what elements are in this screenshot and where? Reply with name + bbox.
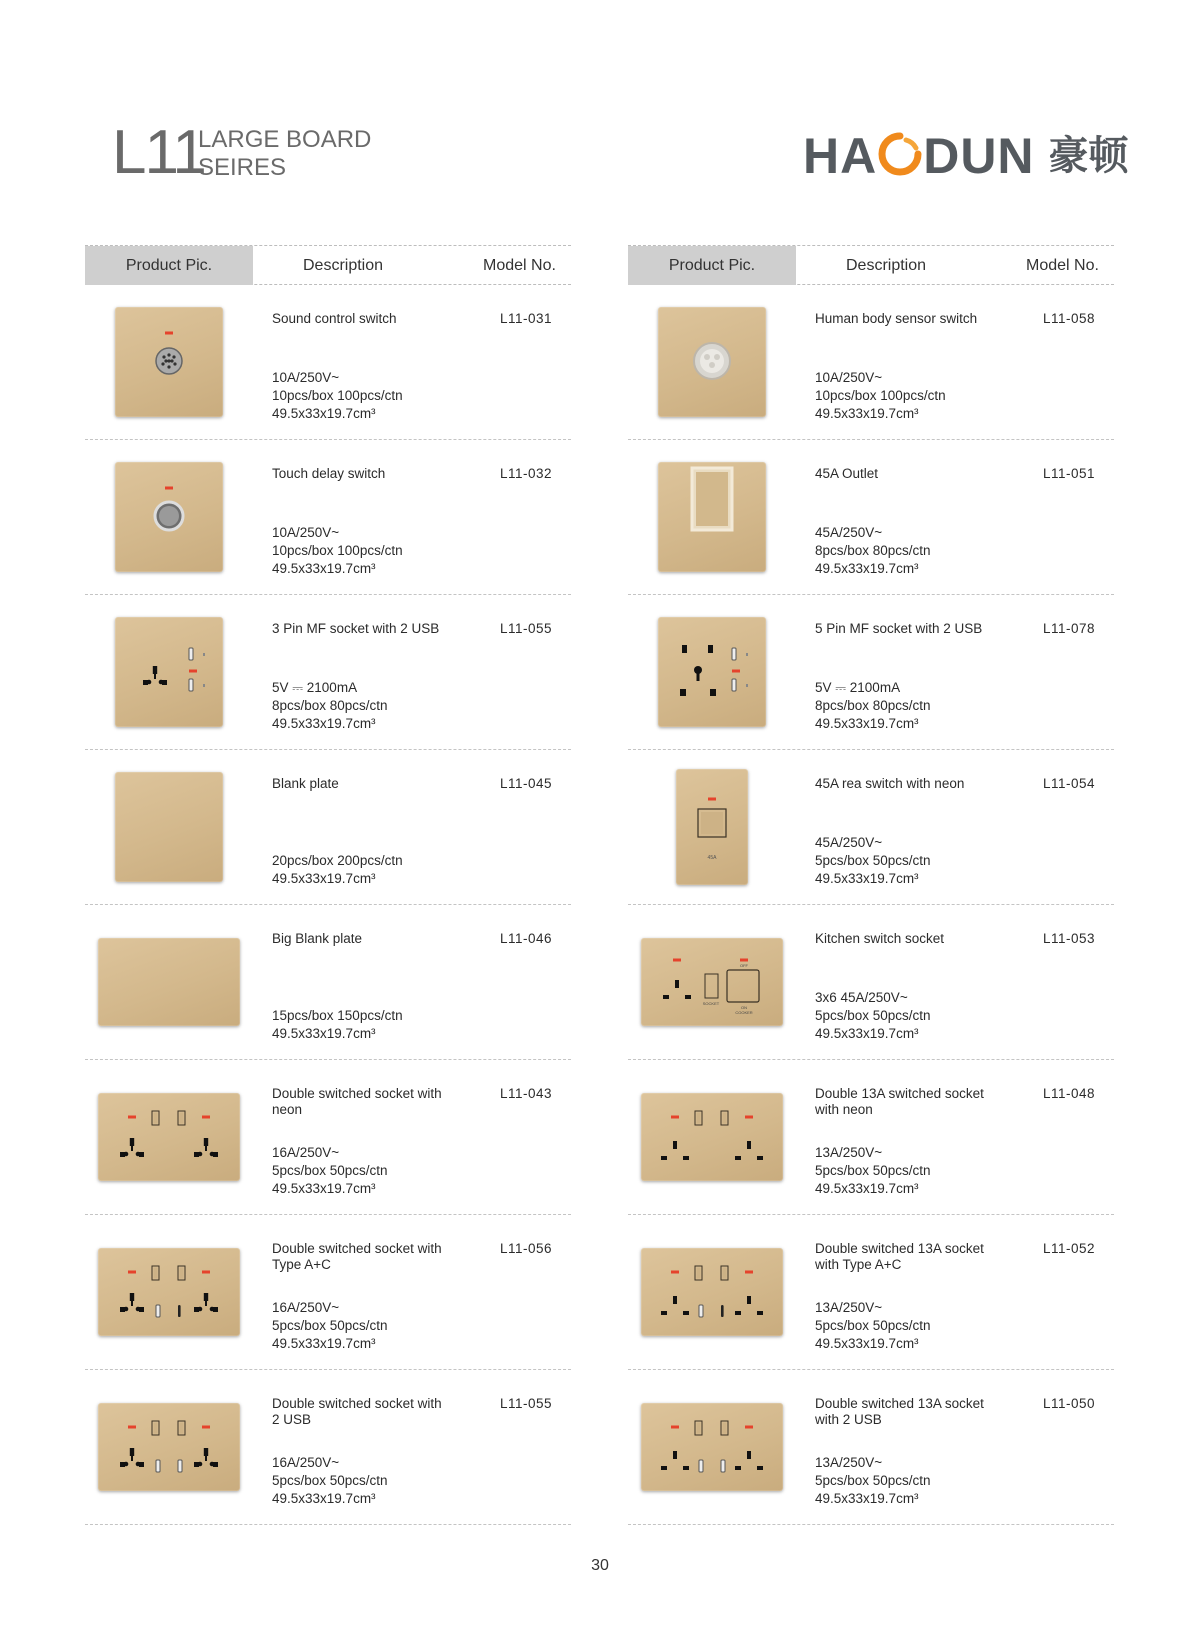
product-specs (815, 1454, 931, 1508)
product-image-sensor-switch (638, 299, 786, 425)
product-image-touch-switch (95, 454, 243, 580)
product-image-double-uk-typeac (638, 1229, 786, 1355)
plate-label-socket: SOCKET (702, 1001, 720, 1006)
product-model-no: L11-048 (1043, 1086, 1096, 1101)
product-row (85, 750, 571, 905)
brand-text-prefix: HA (803, 128, 878, 184)
product-image-sound-switch (95, 299, 243, 425)
header-product-pic: Product Pic. (85, 246, 253, 285)
product-row (85, 1060, 571, 1215)
product-spec-line: 16A/250V~ (272, 1300, 340, 1315)
product-name: 3 Pin MF socket with 2 USB (272, 621, 440, 636)
product-spec-line: 5pcs/box 50pcs/ctn (815, 1473, 931, 1488)
product-spec-line: 10A/250V~ (272, 370, 340, 385)
product-spec-line: 10pcs/box 100pcs/ctn (272, 543, 403, 558)
product-name: Double switched 13A socket with 2 USB (815, 1396, 984, 1427)
product-image-mf5-usb-socket (638, 609, 786, 735)
product-specs (815, 1144, 931, 1198)
product-spec-line: 5pcs/box 50pcs/ctn (815, 1008, 931, 1023)
product-row (628, 905, 1114, 1060)
product-model-no: L11-054 (1043, 776, 1096, 791)
product-spec-line: 10pcs/box 100pcs/ctn (272, 388, 403, 403)
product-row (85, 905, 571, 1060)
brand-chinese: 豪顿 (1048, 134, 1129, 178)
product-specs (272, 852, 403, 888)
plate-label-45a: 45A (707, 855, 717, 861)
product-spec-line: 16A/250V~ (272, 1145, 340, 1160)
product-name: Double switched socket with 2 USB (272, 1396, 442, 1427)
product-specs (272, 369, 403, 423)
product-specs (815, 1299, 931, 1353)
product-name: Big Blank plate (272, 931, 363, 946)
product-spec-line: 5pcs/box 50pcs/ctn (272, 1163, 388, 1178)
product-table-left (85, 245, 571, 1525)
product-spec-line: 3x6 45A/250V~ (815, 990, 908, 1005)
product-spec-line: 5V ⎓ 2100mA (815, 680, 901, 695)
product-model-no: L11-052 (1043, 1241, 1096, 1256)
product-model-no: L11-045 (500, 776, 553, 791)
product-spec-line: 49.5x33x19.7cm³ (815, 1336, 919, 1351)
product-model-no: L11-053 (1043, 931, 1096, 946)
product-name: Blank plate (272, 776, 339, 791)
product-image-double-mf-typeac (95, 1229, 243, 1355)
product-name: Double switched 13A socket with Type A+C (815, 1241, 984, 1272)
product-spec-line: 45A/250V~ (815, 835, 883, 850)
product-spec-line: 10pcs/box 100pcs/ctn (815, 388, 946, 403)
product-row (628, 595, 1114, 750)
product-model-no: L11-031 (500, 311, 553, 326)
product-model-no: L11-055 (500, 621, 553, 636)
product-spec-line: 15pcs/box 150pcs/ctn (272, 1008, 403, 1023)
product-specs (272, 1144, 388, 1198)
product-row (628, 440, 1114, 595)
product-name: 45A rea switch with neon (815, 776, 965, 791)
product-spec-line: 49.5x33x19.7cm³ (272, 1491, 376, 1506)
product-image-big-blank-plate (95, 919, 243, 1045)
plate-label-off: OFF (740, 963, 748, 968)
product-spec-line: 5pcs/box 50pcs/ctn (815, 1163, 931, 1178)
table-header (85, 245, 571, 285)
product-spec-line: 5pcs/box 50pcs/ctn (272, 1473, 388, 1488)
product-model-no: L11-032 (500, 466, 553, 481)
product-image-outlet-45a (638, 454, 786, 580)
product-spec-line: 49.5x33x19.7cm³ (272, 1026, 376, 1041)
product-spec-line: 49.5x33x19.7cm³ (272, 716, 376, 731)
product-spec-line: 49.5x33x19.7cm³ (272, 406, 376, 421)
product-row (628, 1370, 1114, 1525)
product-row (85, 1215, 571, 1370)
product-spec-line: 13A/250V~ (815, 1145, 883, 1160)
product-specs (272, 1454, 388, 1508)
product-spec-line: 13A/250V~ (815, 1300, 883, 1315)
product-name: Kitchen switch socket (815, 931, 945, 946)
product-name: Double 13A switched socket with neon (815, 1086, 984, 1117)
product-specs (815, 524, 931, 578)
product-table-right (628, 245, 1114, 1525)
product-specs (272, 524, 403, 578)
product-spec-line: 8pcs/box 80pcs/ctn (815, 698, 931, 713)
brand-o-swirl-icon (878, 132, 922, 176)
product-name: 45A Outlet (815, 466, 879, 481)
product-image-double-mf-socket (95, 1074, 243, 1200)
header-description: Description (303, 257, 384, 274)
series-code: L11 (112, 118, 205, 187)
product-spec-line: 8pcs/box 80pcs/ctn (815, 543, 931, 558)
product-model-no: L11-055 (500, 1396, 553, 1411)
product-specs (815, 369, 946, 423)
product-name: 5 Pin MF socket with 2 USB (815, 621, 983, 636)
product-model-no: L11-050 (1043, 1396, 1096, 1411)
page-number: 30 (591, 1557, 609, 1574)
product-model-no: L11-043 (500, 1086, 553, 1101)
plate-label-cooker: COOKER (735, 1010, 753, 1015)
product-spec-line: 5pcs/box 50pcs/ctn (272, 1318, 388, 1333)
product-specs (272, 1007, 403, 1043)
product-row (85, 440, 571, 595)
table-header (628, 245, 1114, 285)
product-specs (815, 834, 931, 888)
series-title-line2: SEIRES (198, 154, 287, 181)
product-spec-line: 13A/250V~ (815, 1455, 883, 1470)
product-spec-line: 10A/250V~ (815, 370, 883, 385)
product-model-no: L11-056 (500, 1241, 553, 1256)
brand-logo (803, 126, 1129, 186)
product-spec-line: 5pcs/box 50pcs/ctn (815, 853, 931, 868)
product-row (85, 595, 571, 750)
header-product-pic: Product Pic. (628, 246, 796, 285)
product-spec-line: 49.5x33x19.7cm³ (815, 406, 919, 421)
product-spec-line: 8pcs/box 80pcs/ctn (272, 698, 388, 713)
product-name: Double switched socket with neon (272, 1086, 442, 1117)
product-spec-line: 10A/250V~ (272, 525, 340, 540)
product-image-blank-plate (95, 764, 243, 890)
header-description: Description (846, 257, 927, 274)
product-spec-line: 49.5x33x19.7cm³ (815, 1491, 919, 1506)
header-model-no: Model No. (483, 257, 556, 274)
product-name: Double switched socket with Type A+C (272, 1241, 442, 1272)
product-specs (272, 679, 388, 733)
product-row (628, 750, 1114, 905)
product-model-no: L11-078 (1043, 621, 1096, 636)
product-row (628, 285, 1114, 440)
series-title-line1: LARGE BOARD (198, 126, 372, 153)
product-row (85, 285, 571, 440)
plate-label-on: ON (741, 1005, 747, 1010)
product-image-double-uk-usb (638, 1384, 786, 1510)
product-name: Sound control switch (272, 311, 397, 326)
product-spec-line: 49.5x33x19.7cm³ (815, 561, 919, 576)
product-image-kitchen-switch-socket (638, 919, 786, 1045)
product-image-double-mf-usb (95, 1384, 243, 1510)
product-image-double-uk-socket (638, 1074, 786, 1200)
product-specs (815, 989, 931, 1043)
product-spec-line: 20pcs/box 200pcs/ctn (272, 853, 403, 868)
product-spec-line: 49.5x33x19.7cm³ (815, 1026, 919, 1041)
product-spec-line: 49.5x33x19.7cm³ (815, 1181, 919, 1196)
product-spec-line: 49.5x33x19.7cm³ (272, 1336, 376, 1351)
product-image-switch-45a (638, 764, 786, 890)
product-spec-line: 5V ⎓ 2100mA (272, 680, 358, 695)
brand-text-suffix: DUN (923, 128, 1035, 184)
product-spec-line: 5pcs/box 50pcs/ctn (815, 1318, 931, 1333)
product-specs (815, 679, 931, 733)
product-model-no: L11-046 (500, 931, 553, 946)
product-row (628, 1215, 1114, 1370)
product-spec-line: 16A/250V~ (272, 1455, 340, 1470)
product-spec-line: 45A/250V~ (815, 525, 883, 540)
product-image-mf3-usb-socket (95, 609, 243, 735)
product-model-no: L11-058 (1043, 311, 1096, 326)
product-name: Touch delay switch (272, 466, 386, 481)
product-spec-line: 49.5x33x19.7cm³ (272, 871, 376, 886)
product-name: Human body sensor switch (815, 311, 978, 326)
product-row (628, 1060, 1114, 1215)
product-model-no: L11-051 (1043, 466, 1096, 481)
product-spec-line: 49.5x33x19.7cm³ (815, 871, 919, 886)
product-spec-line: 49.5x33x19.7cm³ (272, 1181, 376, 1196)
header-model-no: Model No. (1026, 257, 1099, 274)
product-spec-line: 49.5x33x19.7cm³ (272, 561, 376, 576)
product-row (85, 1370, 571, 1525)
product-spec-line: 49.5x33x19.7cm³ (815, 716, 919, 731)
product-specs (272, 1299, 388, 1353)
